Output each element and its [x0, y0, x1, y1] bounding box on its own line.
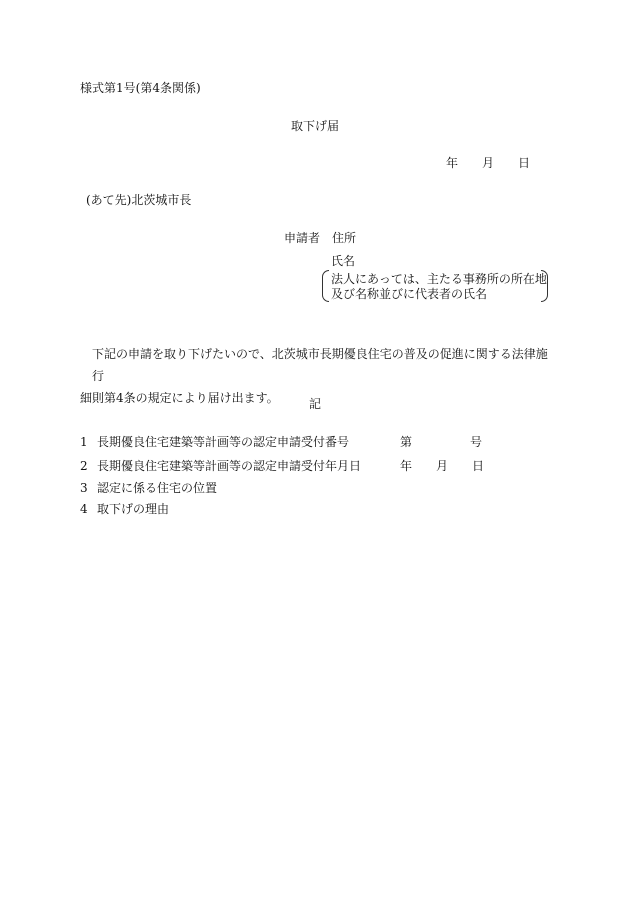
- date-line: [446, 157, 530, 169]
- ki-heading: 記: [308, 397, 321, 411]
- go-label: 号: [470, 435, 483, 449]
- receipt-month: 月: [436, 459, 449, 473]
- applicant-gap: [320, 232, 332, 244]
- body-line-2: 細則第4条の規定により届け出ます。: [80, 391, 279, 405]
- date-year: 年: [446, 156, 459, 170]
- receipt-day: 日: [472, 459, 485, 473]
- item-number: 4: [80, 502, 88, 516]
- date-day: 日: [518, 156, 531, 170]
- document-title: 取下げ届: [290, 119, 339, 133]
- note-line-1: 法人にあっては、主たる事務所の所在地: [331, 272, 547, 286]
- item-number: 1: [80, 435, 88, 449]
- blank-gap: [448, 460, 472, 472]
- list-item: [80, 460, 361, 472]
- list-item: [80, 436, 349, 448]
- blank-gap: [412, 436, 470, 448]
- dai-label: 第: [400, 435, 413, 449]
- item-number: 3: [80, 481, 88, 495]
- name-label: 氏名: [331, 254, 356, 268]
- receipt-number-field: [400, 436, 482, 448]
- item-label: 認定に係る住宅の位置: [97, 481, 218, 495]
- applicant-label: 申請者: [284, 231, 321, 245]
- address-label: 住所: [332, 231, 357, 245]
- list-item: [80, 482, 217, 494]
- item-label: 取下げの理由: [97, 502, 170, 516]
- form-number: 様式第1号(第4条関係): [80, 81, 201, 95]
- applicant-row: [284, 232, 356, 244]
- applicant-note: [322, 270, 548, 304]
- right-bracket: [541, 270, 548, 302]
- date-gap: [494, 157, 518, 169]
- date-month: 月: [482, 156, 495, 170]
- addressee: (あて先)北茨城市長: [86, 193, 192, 207]
- left-bracket: [322, 270, 329, 302]
- note-line-2: 及び名称並びに代表者の氏名: [331, 287, 488, 301]
- item-label: 長期優良住宅建築等計画等の認定申請受付年月日: [97, 459, 362, 473]
- receipt-date-field: [400, 460, 484, 472]
- list-item: [80, 503, 169, 515]
- body-line-1: 下記の申請を取り下げたいので、北茨城市長期優良住宅の普及の促進に関する法律施行: [92, 347, 548, 383]
- blank-gap: [412, 460, 436, 472]
- item-label: 長期優良住宅建築等計画等の認定申請受付番号: [97, 435, 350, 449]
- receipt-year: 年: [400, 459, 413, 473]
- date-gap: [458, 157, 482, 169]
- item-number: 2: [80, 459, 88, 473]
